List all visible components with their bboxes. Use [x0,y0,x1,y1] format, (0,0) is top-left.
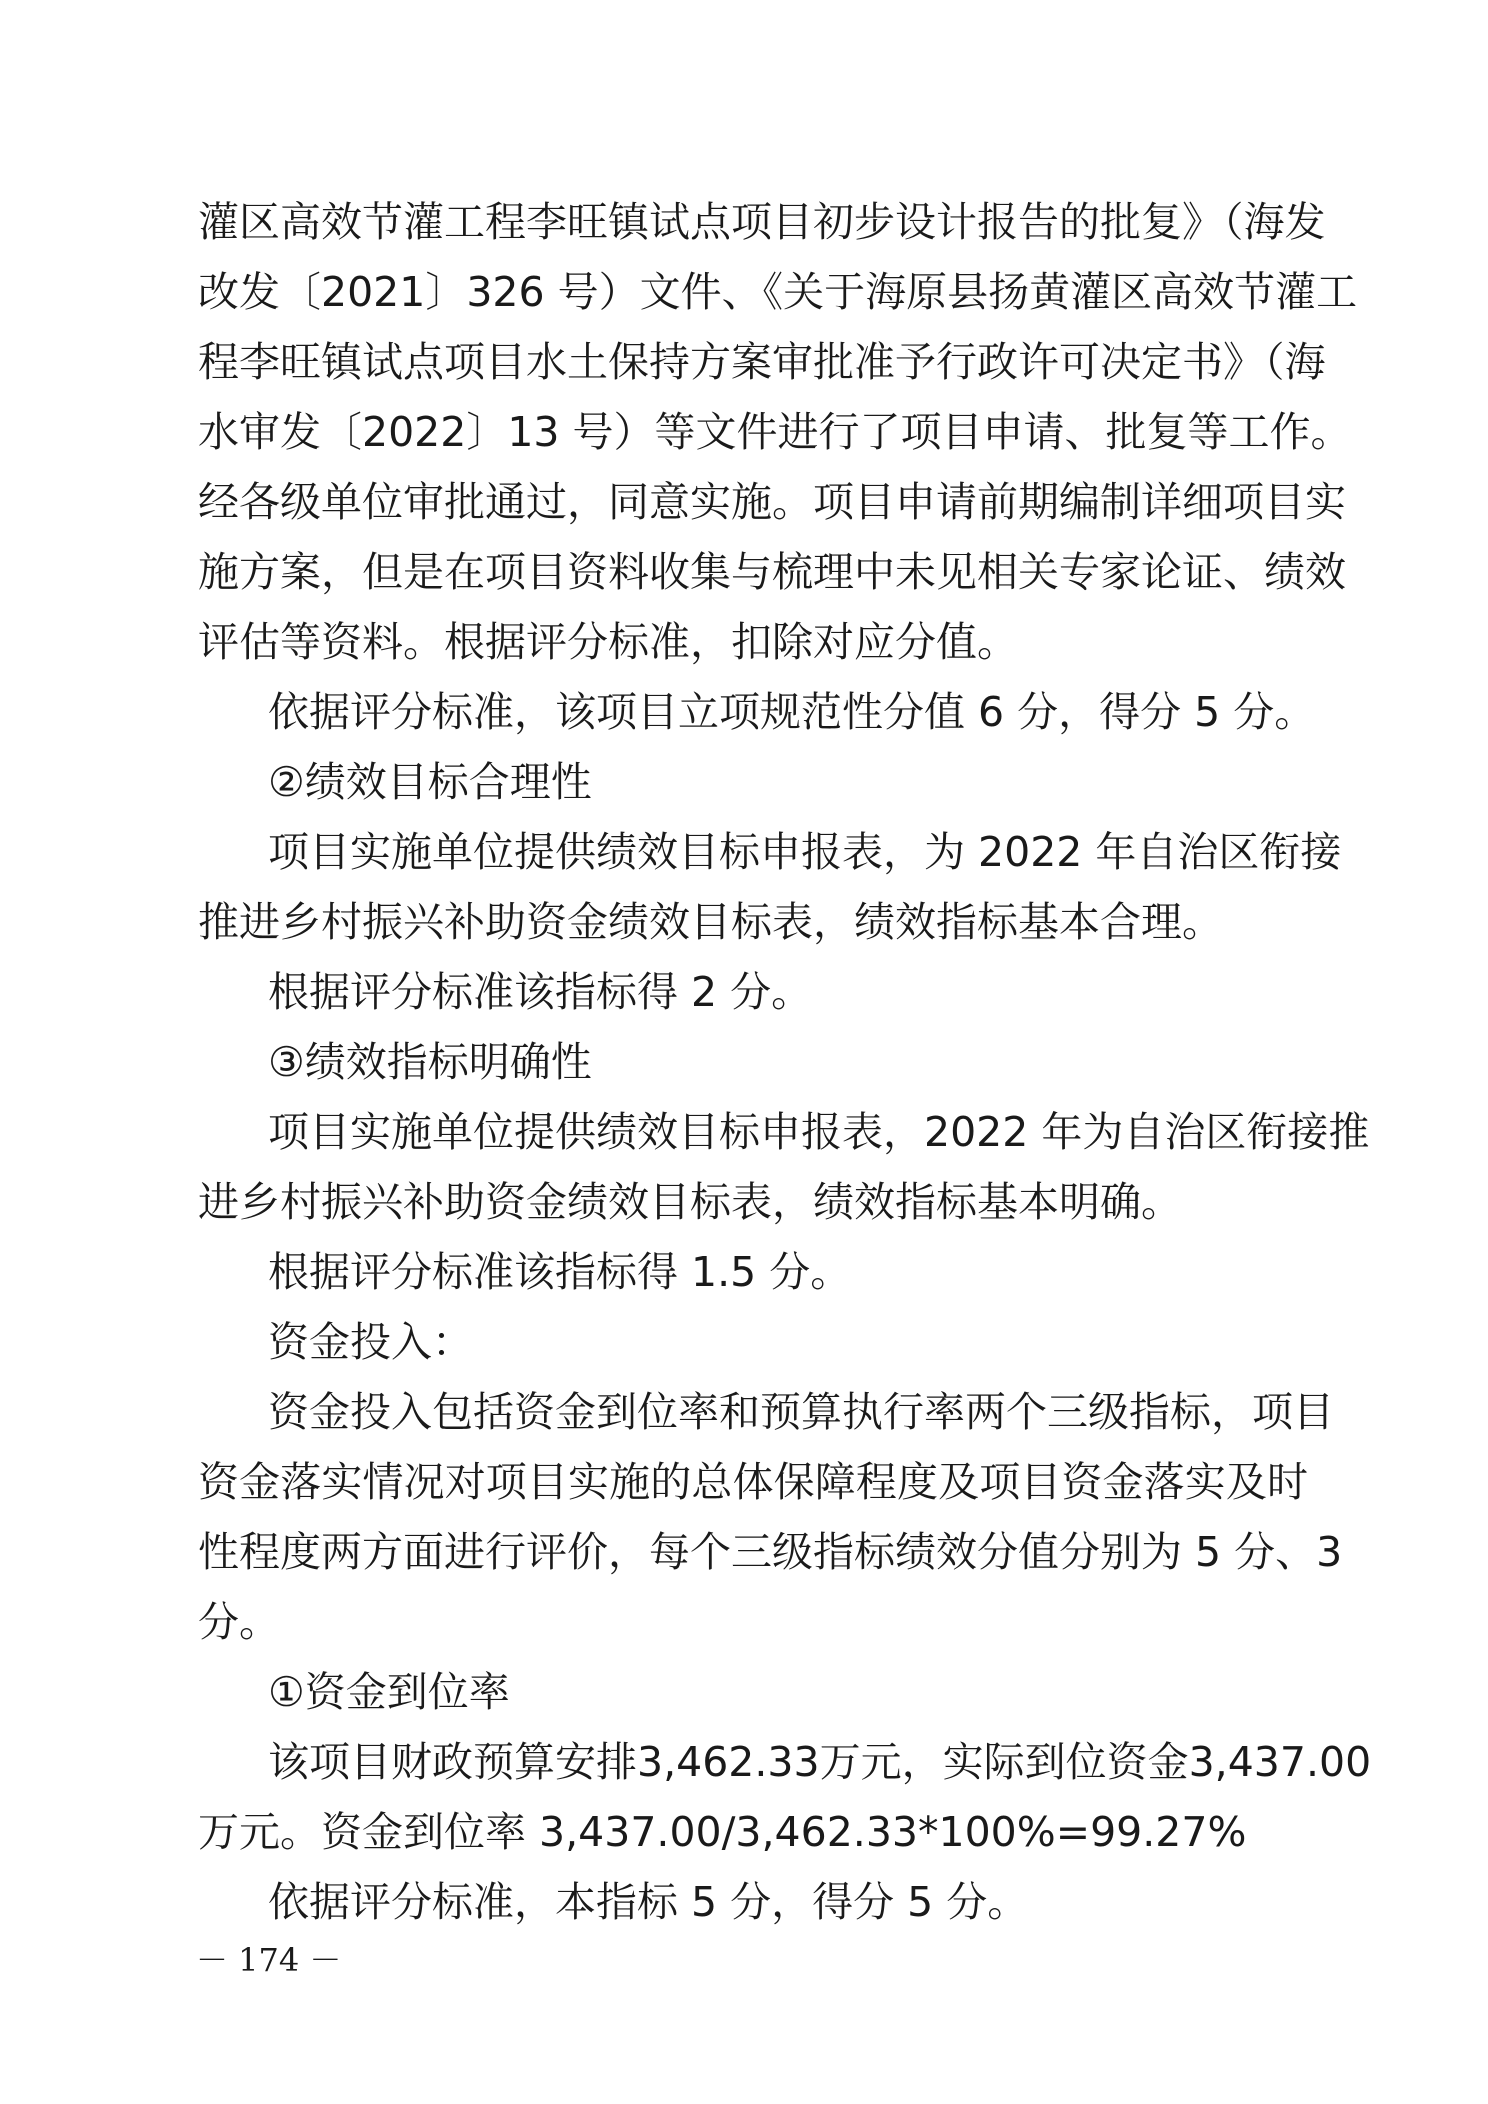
text-line-2: 改发〔2021〕326 号）文件、《关于海原县扬黄灌区高效节灌工 [198,268,1358,316]
text-line-18: 资金投入包括资金到位率和预算执行率两个三级指标，项目 [268,1388,1334,1436]
text-line-19: 资金落实情况对项目实施的总体保障程度及项目资金落实及时 [198,1458,1308,1506]
text-line-7: 评估等资料。根据评分标准，扣除对应分值。 [198,618,1018,666]
section-heading-indicator-clarity: ③绩效指标明确性 [268,1038,592,1086]
page-number: － 174 － [196,1941,342,1979]
section-heading-goal-rationality: ②绩效目标合理性 [268,758,592,806]
section-heading-funding-input: 资金投入： [268,1318,473,1366]
score-line-goal: 根据评分标准该指标得 2 分。 [268,968,813,1016]
text-line-11: 推进乡村振兴补助资金绩效目标表，绩效指标基本合理。 [198,898,1223,946]
text-line-5: 经各级单位审批通过，同意实施。项目申请前期编制详细项目实 [198,478,1346,526]
section-heading-funding-rate: ①资金到位率 [268,1668,510,1716]
text-line-14: 项目实施单位提供绩效目标申报表，2022 年为自治区衔接推 [268,1108,1370,1156]
text-line-4: 水审发〔2022〕13 号）等文件进行了项目申请、批复等工作。 [198,408,1352,456]
text-line-15: 进乡村振兴补助资金绩效目标表，绩效指标基本明确。 [198,1178,1182,1226]
text-line-3: 程李旺镇试点项目水土保持方案审批准予行政许可决定书》（海 [198,338,1326,386]
text-line-10: 项目实施单位提供绩效目标申报表，为 2022 年自治区衔接 [268,828,1342,876]
score-summary-line: 依据评分标准，该项目立项规范性分值 6 分，得分 5 分。 [268,688,1316,736]
funding-rate-formula: 万元。资金到位率 3,437.00/3,462.33*100%=99.27% [198,1808,1247,1856]
score-line-funding-rate: 依据评分标准，本指标 5 分，得分 5 分。 [268,1878,1029,1926]
text-line-21: 分。 [198,1598,280,1646]
text-line-20: 性程度两方面进行评价，每个三级指标绩效分值分别为 5 分、3 [198,1528,1343,1576]
text-line-6: 施方案，但是在项目资料收集与梳理中未见相关专家论证、绩效 [198,548,1346,596]
text-line-23: 该项目财政预算安排3,462.33万元，实际到位资金3,437.00 [268,1738,1372,1786]
text-line-1: 灌区高效节灌工程李旺镇试点项目初步设计报告的批复》（海发 [198,198,1326,246]
score-line-indicator: 根据评分标准该指标得 1.5 分。 [268,1248,852,1296]
